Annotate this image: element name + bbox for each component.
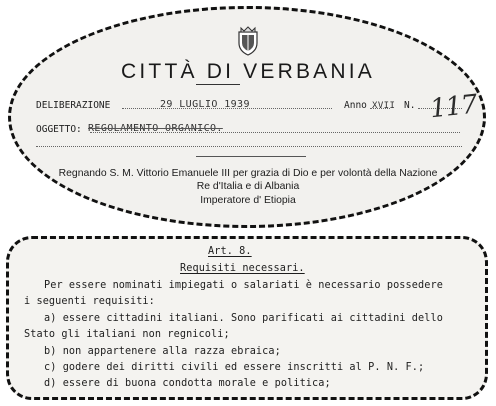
city-title: CITTÀ DI VERBANIA: [121, 60, 375, 83]
handwritten-number: 117: [428, 89, 479, 125]
article-heading: Requisiti necessari.: [180, 263, 305, 274]
coat-of-arms-icon: [236, 26, 260, 56]
anno-value: XVII: [372, 101, 396, 111]
article-item-b: b) non appartenere alla razza ebraica;: [44, 346, 281, 357]
article-item-a-line-2: Stato gli italiani non regnicoli;: [24, 329, 230, 340]
anno-label: Anno: [344, 100, 367, 111]
decree-line-2: Re d'Italia e di Albania: [196, 181, 300, 192]
article-number: Art. 8.: [208, 246, 252, 257]
article-intro-line-2: i seguenti requisiti:: [24, 296, 155, 307]
article-intro-line-1: Per essere nominati impiegati o salariati è necessario possedere: [44, 280, 443, 291]
decree-line-3: Imperatore d' Etiopia: [200, 195, 296, 206]
deliberazione-label: DELIBERAZIONE: [36, 100, 111, 111]
article-item-c: c) godere dei diritti civili ed essere inscritti al P. N. F.;: [44, 362, 425, 373]
separator-line: [196, 156, 306, 157]
article-item-a-line-1: a) essere cittadini italiani. Sono parificati ai cittadini dello: [44, 313, 443, 324]
oggetto-label: OGGETTO:: [36, 124, 82, 135]
title-underline: [196, 84, 240, 85]
numero-label: N.: [404, 100, 416, 111]
deliberazione-date: 29 LUGLIO 1939: [160, 99, 250, 110]
article-item-d: d) essere di buona condotta morale e politica;: [44, 378, 331, 389]
oggetto-continuation-line: [36, 146, 462, 147]
decree-line-1: Regnando S. M. Vittorio Emanuele III per grazia di Dio e per volontà della Nazione: [58, 168, 438, 179]
oggetto-value: REGOLAMENTO ORGANICO.: [88, 123, 223, 134]
